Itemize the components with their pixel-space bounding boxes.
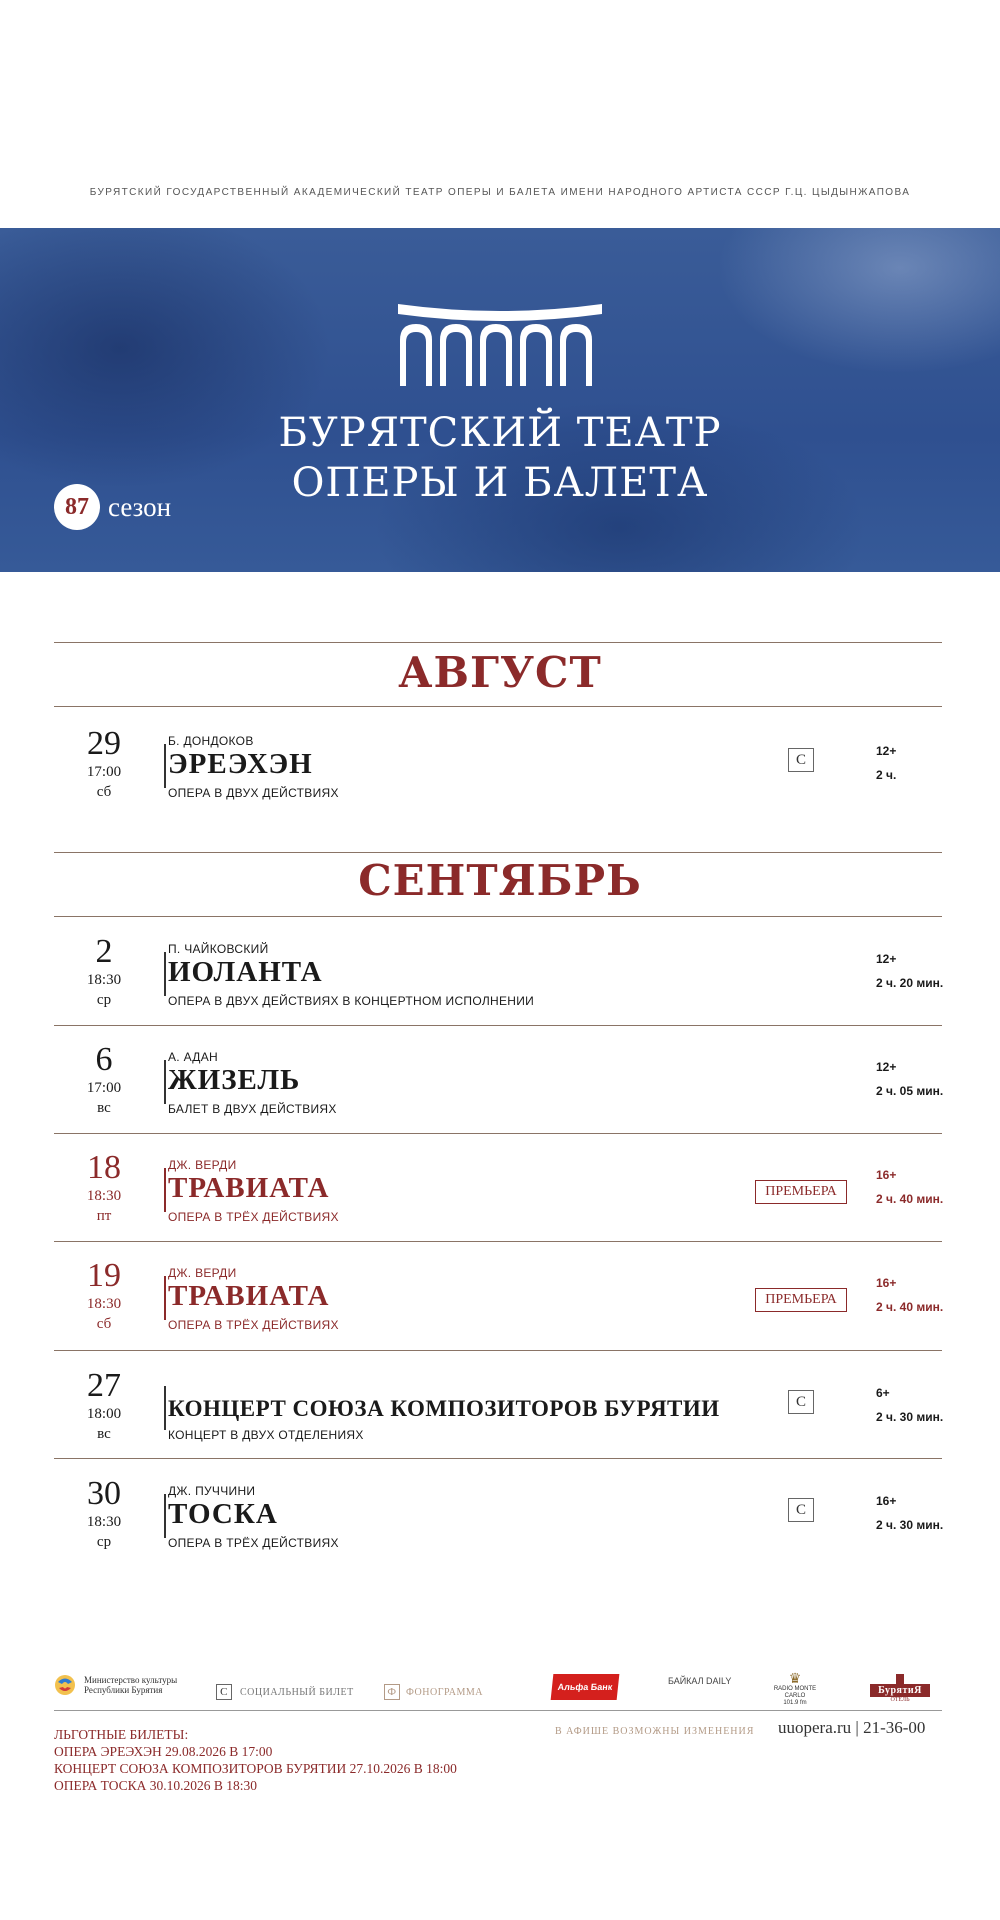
event-day: 27 [87,1367,121,1404]
event-weekday: ср [96,1534,112,1550]
crown-icon: ♛ [788,1670,802,1686]
divider [164,1168,166,1212]
benefit-item: КОНЦЕРТ СОЮЗА КОМПОЗИТОРОВ БУРЯТИИ 27.10.2026 В 18:00 [54,1761,457,1776]
sponsor-buryatia-hotel-logo [870,1674,930,1703]
event-title[interactable]: ТОСКА [168,1498,278,1530]
event-age: 6+ [876,1386,890,1400]
sponsor-radio-monte-carlo-logo [766,1670,824,1707]
event-time: 17:00 [86,764,122,780]
event-time: 18:30 [86,1188,122,1204]
divider [164,1276,166,1320]
event-time: 17:00 [86,1080,122,1096]
divider [54,642,942,643]
event-title[interactable]: ТРАВИАТА [168,1172,330,1204]
legend-phonogram [384,1684,483,1700]
event-age: 12+ [876,952,897,966]
event-duration: 2 ч. 40 мин. [876,1300,944,1314]
event-title[interactable]: ЭРЕЭХЭН [168,748,313,780]
legend-social-label: СОЦИАЛЬНЫЙ БИЛЕТ [240,1686,354,1698]
divider [164,1060,166,1104]
season-word: сезон [108,491,172,522]
event-day: 2 [95,933,113,970]
changes-note: В АФИШЕ ВОЗМОЖНЫ ИЗМЕНЕНИЯ [555,1726,755,1737]
event-row[interactable] [54,1257,944,1360]
event-duration: 2 ч. 05 мин. [876,1084,944,1098]
divider [164,744,166,788]
event-duration: 2 ч. 40 мин. [876,1192,944,1206]
event-day: 29 [87,725,121,762]
event-time: 18:00 [86,1406,122,1422]
event-time: 18:30 [86,1296,122,1312]
event-weekday: пт [96,1208,112,1224]
benefit-item: ОПЕРА ТОСКА 30.10.2026 В 18:30 [54,1778,258,1793]
event-age: 12+ [876,744,897,758]
theatre-title-line1: БУРЯТСКИЙ ТЕАТР [278,410,722,456]
buryatia-sub: ОТЕЛЬ [890,1697,910,1703]
event-description: БАЛЕТ В ДВУХ ДЕЙСТВИЯХ [168,1102,337,1116]
event-title[interactable]: КОНЦЕРТ СОЮЗА КОМПОЗИТОРОВ БУРЯТИИ [168,1396,720,1421]
event-weekday: сб [96,1316,112,1332]
divider [54,1025,942,1026]
event-duration: 2 ч. 30 мин. [876,1410,944,1424]
footer-logos [54,1670,942,1704]
sponsor-alfa-bank-logo: Альфа Банк [551,1674,620,1700]
tower-icon [896,1674,904,1684]
benefit-title: ЛЬГОТНЫЕ БИЛЕТЫ: [54,1727,189,1742]
event-day: 30 [87,1475,121,1512]
event-title[interactable]: ИОЛАНТА [168,956,323,988]
event-title[interactable]: ТРАВИАТА [168,1280,330,1312]
event-weekday: вс [97,1100,111,1116]
ministry-logo [54,1674,194,1696]
event-title[interactable]: ЖИЗЕЛЬ [168,1064,301,1096]
social-ticket-badge: С [788,748,814,772]
event-row[interactable] [54,933,944,1036]
radio-name: RADIO MONTE CARLO [773,1686,817,1699]
benefit-item: ОПЕРА ЭРЕЭХЭН 29.08.2026 В 17:00 [54,1744,273,1759]
buryatia-name: БурятиЯ [870,1684,930,1697]
theatre-title-line2: ОПЕРЫ И БАЛЕТА [291,460,709,506]
event-row[interactable] [54,1149,944,1252]
season-number: 87 [54,484,100,530]
divider [54,1241,942,1242]
premiere-badge: ПРЕМЬЕРА [755,1288,847,1312]
legend-social-ticket [216,1684,354,1700]
event-weekday: сб [96,784,112,800]
event-composer: ДЖ. ВЕРДИ [168,1266,237,1280]
month-heading-september: СЕНТЯБРЬ [358,856,642,905]
theatre-logo-icon [396,300,604,388]
legend-phonogram-label: ФОНОГРАММА [406,1686,483,1698]
divider [164,952,166,996]
event-description: ОПЕРА В ДВУХ ДЕЙСТВИЯХ В КОНЦЕРТНОМ ИСПОЛНЕНИИ [168,994,535,1008]
season-label [54,484,171,530]
event-description: ОПЕРА В ТРЁХ ДЕЙСТВИЯХ [168,1536,339,1550]
event-weekday: вс [97,1426,111,1442]
social-ticket-badge: С [788,1498,814,1522]
ministry-emblem-icon [54,1674,76,1696]
event-description: ОПЕРА В ДВУХ ДЕЙСТВИЯХ [168,786,339,800]
social-ticket-icon: С [216,1684,232,1700]
event-age: 12+ [876,1060,897,1074]
event-composer: ДЖ. ПУЧЧИНИ [168,1484,256,1498]
event-row[interactable] [54,1475,944,1578]
event-duration: 2 ч. [876,768,897,782]
premiere-badge: ПРЕМЬЕРА [755,1180,847,1204]
event-weekday: ср [96,992,112,1008]
divider [54,1350,942,1351]
benefit-tickets [54,1726,457,1794]
event-row[interactable] [54,1367,944,1470]
divider [164,1386,166,1430]
event-age: 16+ [876,1276,897,1290]
event-description: КОНЦЕРТ В ДВУХ ОТДЕЛЕНИЯХ [168,1428,364,1442]
event-day: 6 [95,1041,113,1078]
divider [54,1133,942,1134]
divider [54,1458,942,1459]
event-row[interactable] [54,725,942,828]
divider [164,1494,166,1538]
event-description: ОПЕРА В ТРЁХ ДЕЙСТВИЯХ [168,1210,339,1224]
divider [54,852,942,853]
event-composer: А. АДАН [168,1050,218,1064]
divider [54,706,942,707]
hero-banner [0,228,1000,572]
event-duration: 2 ч. 20 мин. [876,976,944,990]
event-composer: Б. ДОНДОКОВ [168,734,254,748]
institution-name: БУРЯТСКИЙ ГОСУДАРСТВЕННЫЙ АКАДЕМИЧЕСКИЙ ТЕАТР ОПЕРЫ И БАЛЕТА ИМЕНИ НАРОДНОГО АРТИСТА СССР Г.Ц. ЦЫДЫНЖАПОВА [89,187,911,198]
event-time: 18:30 [86,972,122,988]
event-day: 18 [87,1149,121,1186]
event-row[interactable] [54,1041,944,1144]
event-time: 18:30 [86,1514,122,1530]
event-age: 16+ [876,1168,897,1182]
sponsor-baikal-daily-logo: БАЙКАЛ DAILY [668,1676,732,1686]
event-composer: П. ЧАЙКОВСКИЙ [168,942,269,956]
social-ticket-badge: С [788,1390,814,1414]
event-duration: 2 ч. 30 мин. [876,1518,944,1532]
divider [54,1710,942,1711]
event-day: 19 [87,1257,121,1294]
event-composer: ДЖ. ВЕРДИ [168,1158,237,1172]
month-heading-august: АВГУСТ [398,648,602,697]
radio-frequency: 101.9 fm [783,1700,807,1706]
ministry-name: Министерство культуры Республики Бурятия [84,1675,178,1695]
event-description: ОПЕРА В ТРЁХ ДЕЙСТВИЯХ [168,1318,339,1332]
contact-info[interactable]: uuopera.ru | 21-36-00 [778,1718,926,1737]
event-age: 16+ [876,1494,897,1508]
phonogram-icon: Ф [384,1684,400,1700]
divider [54,916,942,917]
